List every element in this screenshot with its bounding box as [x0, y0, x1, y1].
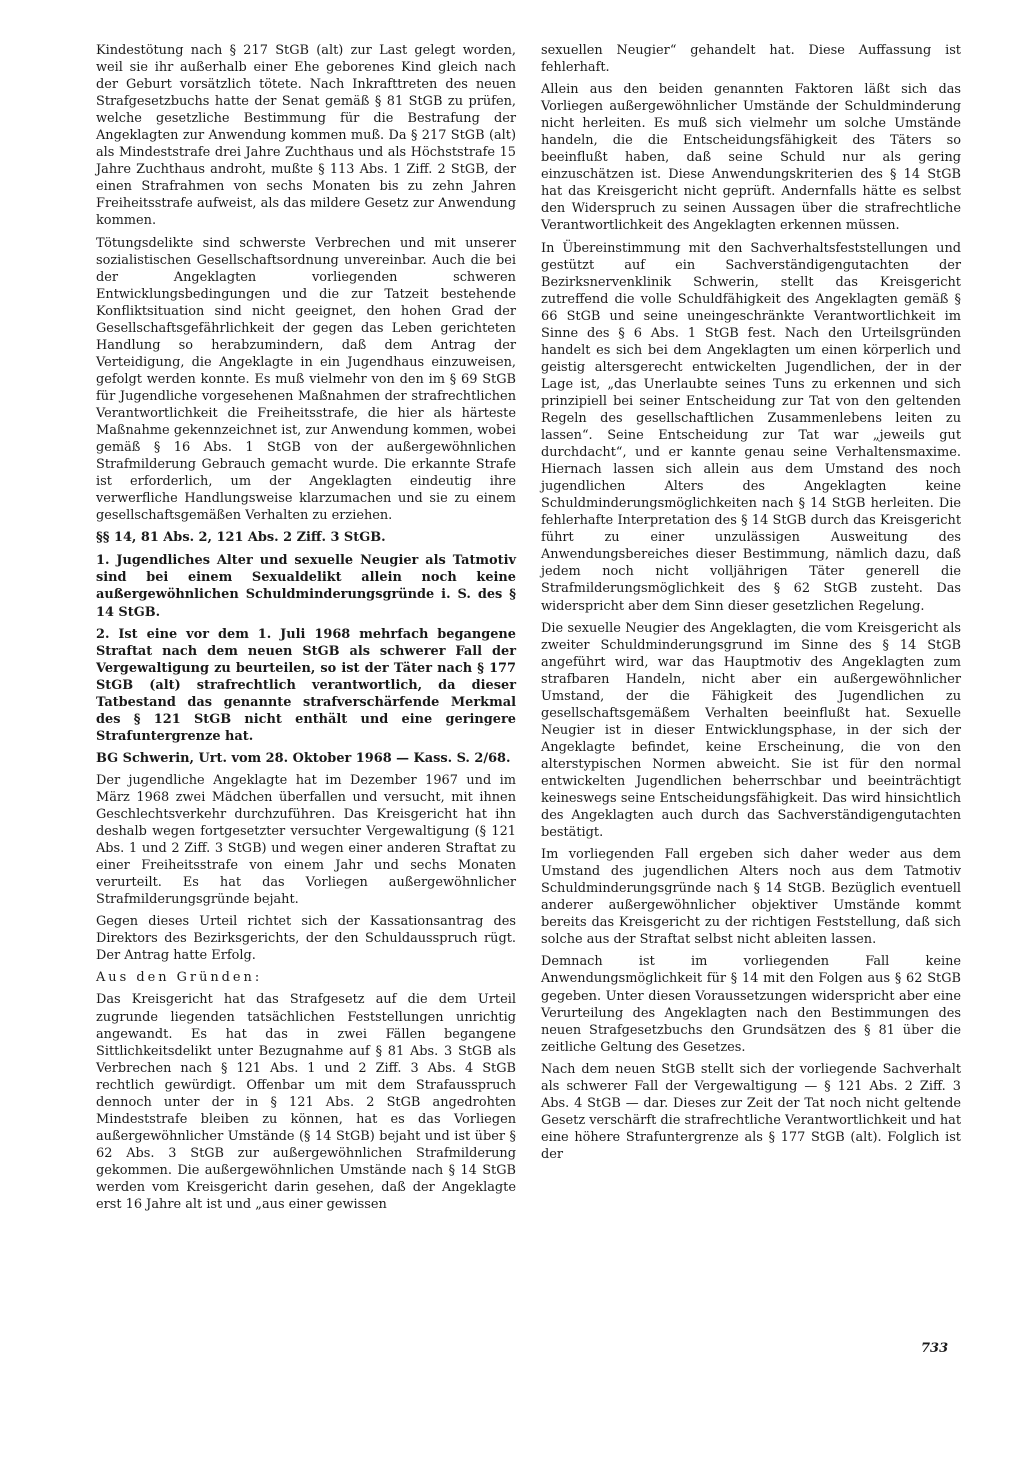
section-heading: Aus den Gründen: [96, 970, 263, 986]
paragraph: Der jugendliche Angeklagte hat im Dezember 1967 und im März 1968 zwei Mädchen überfallen und versucht, mit ihnen Geschlechtsverkehr durchzuführen. Das Kreisgericht hat ihn deshalb wegen fortgesetzter versuchter Vergewaltigung (§ 121 Abs. 1 und 2 Ziff. 3 StGB) und wegen einer anderen Straftat zu einer Freiheitsstrafe von einem Jahr und sechs Monaten verurteilt. Es hat das Vorliegen außergewöhnlicher Strafmilderungsgründe bejaht. [96, 772, 516, 908]
paragraph: Im vorliegenden Fall ergeben sich daher weder aus dem Umstand des jugendlichen Alters noch aus dem Tatmotiv Schuldminderungsgründe nach § 14 StGB. Bezüglich eventuell anderer außergewöhnlicher objektiver Umstände kommt bereits das Kreisgericht zu der richtigen Feststellung, daß sich solche aus der Straftat selbst nicht ableiten lassen. [541, 847, 961, 948]
headnote-2: 2. Ist eine vor dem 1. Juli 1968 mehrfach begangene Straftat nach dem neuen StGB als schwerer Fall der Vergewaltigung zu beurteilen, so ist der Täter nach § 177 StGB (alt) strafrechtlich verantwortlich, da dieser Tatbestand das genannte strafverschärfende Merkmal des § 121 StGB nicht enthält und eine geringere Strafuntergrenze hat. [96, 626, 516, 744]
paragraph: Allein aus den beiden genannten Faktoren läßt sich das Vorliegen außergewöhnlicher Umstände der Schuldminderung nicht herleiten. Es muß sich vielmehr um solche Umstände handeln, die die Entscheidungsfähigkeit des Täters so beeinflußt haben, daß seine Schuld nur als gering einzuschätzen ist. Diese Anwendungskriterien des § 14 StGB hat das Kreisgericht nicht geprüft. Andernfalls hätte es selbst den Widerspruch zu seinen Aussagen über die strafrechtliche Verantwortlichkeit des Angeklagten erkennen müssen. [541, 82, 961, 234]
paragraph: Das Kreisgericht hat das Strafgesetz auf die dem Urteil zugrunde liegenden tatsächlichen Feststellungen unrichtig angewandt. Es hat das in zwei Fällen begangene Sittlichkeitsdelikt unter Bezugnahme auf § 81 Abs. 3 StGB als Verbrechen nach § 121 Abs. 1 und 2 Ziff. 3 Abs. 4 StGB rechtlich gewürdigt. Offenbar um mit dem Strafausspruch dennoch unter der in § 121 Abs. 2 StGB angedrohten Mindeststrafe bleiben zu können, hat es das Vorliegen außergewöhnlicher Umstände (§ 14 StGB) bejaht und ist über § 62 Abs. 3 StGB zur außergewöhnlichen Strafmilderung gekommen. Die außergewöhnlichen Umstände nach § 14 StGB werden vom Kreisgericht darin gesehen, daß der Angeklagte erst 16 Jahre alt ist und „aus einer gewissen [96, 992, 516, 1213]
court-citation: BG Schwerin, Urt. vom 28. Oktober 1968 — Kass. S. 2/68. [96, 750, 511, 766]
paragraph: Die sexuelle Neugier des Angeklagten, die vom Kreisgericht als zweiter Schuldminderungsgrund im Sinne des § 14 StGB angeführt wird, war das Hauptmotiv des Angeklagten zum strafbaren Handeln, nicht aber ein außergewöhnlicher Umstand, der die Fähigkeit des Jugendlichen zu gesellschaftsgemäßem Verhalten beeinflußt hat. Sexuelle Neugier ist in dieser Entwicklungsphase, in der sich der Angeklagte befindet, keine Erscheinung, die von den alterstypischen Normen abweicht. Sie ist für den normal entwickelten Jugendlichen beherrschbar und beeinträchtigt keineswegs seine Entscheidungsfähigkeit. Das wird hinsichtlich des Angeklagten auch durch das Sachverständigengutachten bestätigt. [541, 620, 961, 841]
paragraph: In Übereinstimmung mit den Sachverhaltsfeststellungen und gestützt auf ein Sachverständigengutachten der Bezirksnervenklinik Schwerin, stellt das Kreisgericht zutreffend die volle Schuldfähigkeit des Angeklagten gemäß § 66 StGB und seine uneingeschränkte Verantwortlichkeit im Sinne des § 6 Abs. 1 StGB fest. Nach den Urteilsgründen handelt es sich bei dem Angeklagten um einen körperlich und geistig altersgerecht entwickelten Jugendlichen, der in der Lage ist, „das Unerlaubte seines Tuns zu erkennen und sich prinzipiell bei seiner Entscheidung zur Tat von den geltenden Regeln des gesellschaftlichen Zusammenlebens leiten zu lassen“. Seine Entscheidung zur Tat war „jeweils gut durchdacht“, und er kannte genau seine Verhaltensmaxime. Hiernach lassen sich allein aus dem Umstand des noch jugendlichen Alters des Angeklagten keine Schuldminderungsmöglichkeiten nach § 14 StGB herleiten. Die fehlerhafte Interpretation des § 14 StGB durch das Kreisgericht führt zu einer unzulässigen Ausweitung des Anwendungsbereiches dieser Bestimmung, nämlich dazu, daß jedem noch nicht volljährigen Täter generell die Strafmilderungsmöglichkeit des § 62 StGB zusteht. Das widerspricht aber dem Sinn dieser gesetzlichen Regelung. [541, 240, 961, 614]
paragraph: Kindestötung nach § 217 StGB (alt) zur Last gelegt worden, weil sie ihr außerhalb einer Ehe geborenes Kind gleich nach der Geburt vorsätzlich tötete. Nach Inkrafttreten des neuen Strafgesetzbuchs hatte der Senat gemäß § 81 StGB zu prüfen, welche gesetzliche Bestimmung für die Bestrafung der Angeklagten zur Anwendung kommen muß. Da § 217 StGB (alt) als Mindeststrafe drei Jahre Zuchthaus und als Höchststrafe 15 Jahre Zuchthaus androht, mußte § 113 Abs. 1 Ziff. 2 StGB, der einen Strafrahmen von sechs Monaten bis zu zehn Jahren Freiheitsstrafe aufweist, als das mildere Gesetz zur Anwendung kommen. [96, 43, 516, 229]
paragraph: Tötungsdelikte sind schwerste Verbrechen und mit unserer sozialistischen Gesellschaftsordnung unvereinbar. Auch die bei der Angeklagten vorliegenden schweren Entwicklungsbedingungen und die zur Tatzeit bestehende Konfliktsituation sind nicht geeignet, den hohen Grad der Gesellschaftsgefährlichkeit der gegen das Leben gerichteten Handlung so herabzumindern, daß dem Antrag der Verteidigung, die Angeklagte in ein Jugendhaus einzuweisen, gefolgt werden konnte. Es muß vielmehr von den im § 69 StGB für Jugendliche vorgesehenen Maßnahmen der strafrechtlichen Verantwortlichkeit die Freiheitsstrafe, die hier als härteste Maßnahme gekennzeichnet ist, zur Anwendung kommen, wobei gemäß § 16 Abs. 1 StGB von der außergewöhnlichen Strafmilderung Gebrauch gemacht wurde. Die erkannte Strafe ist erforderlich, um der Angeklagten eindeutig ihre verwerfliche Handlungsweise klarzumachen und sie zu einem gesellschaftsgemäßen Verhalten zu erziehen. [96, 235, 516, 524]
paragraph: Demnach ist im vorliegenden Fall keine Anwendungsmöglichkeit für § 14 mit den Folgen aus § 62 StGB gegeben. Unter diesen Voraussetzungen widerspricht aber eine Verurteilung des Angeklagten nach den Bestimmungen des neuen Strafgesetzbuchs den Grundsätzen des § 81 über die zeitliche Geltung des Gesetzes. [541, 954, 961, 1055]
legal-reference-heading: §§ 14, 81 Abs. 2, 121 Abs. 2 Ziff. 3 StGB. [96, 530, 386, 546]
paragraph: Nach dem neuen StGB stellt sich der vorliegende Sachverhalt als schwerer Fall der Vergewaltigung — § 121 Abs. 2 Ziff. 3 Abs. 4 StGB — dar. Dieses zur Zeit der Tat noch nicht geltende Gesetz verschärft die strafrechtliche Verantwortlichkeit und hat eine höhere Strafuntergrenze als § 177 StGB (alt). Folglich ist der [541, 1061, 961, 1162]
page-number: 733 [921, 1341, 949, 1356]
right-column [541, 42, 961, 1168]
paragraph: sexuellen Neugier“ gehandelt hat. Diese Auffassung ist fehlerhaft. [541, 43, 961, 76]
left-column [96, 42, 516, 1218]
paragraph: Gegen dieses Urteil richtet sich der Kassationsantrag des Direktors des Bezirksgerichts, der den Schuldausspruch rügt. Der Antrag hatte Erfolg. [96, 914, 516, 964]
headnote-1: 1. Jugendliches Alter und sexuelle Neugier als Tatmotiv sind bei einem Sexualdelikt allein noch keine außergewöhnlichen Schuldminderungsgründe i. S. des § 14 StGB. [96, 553, 516, 620]
